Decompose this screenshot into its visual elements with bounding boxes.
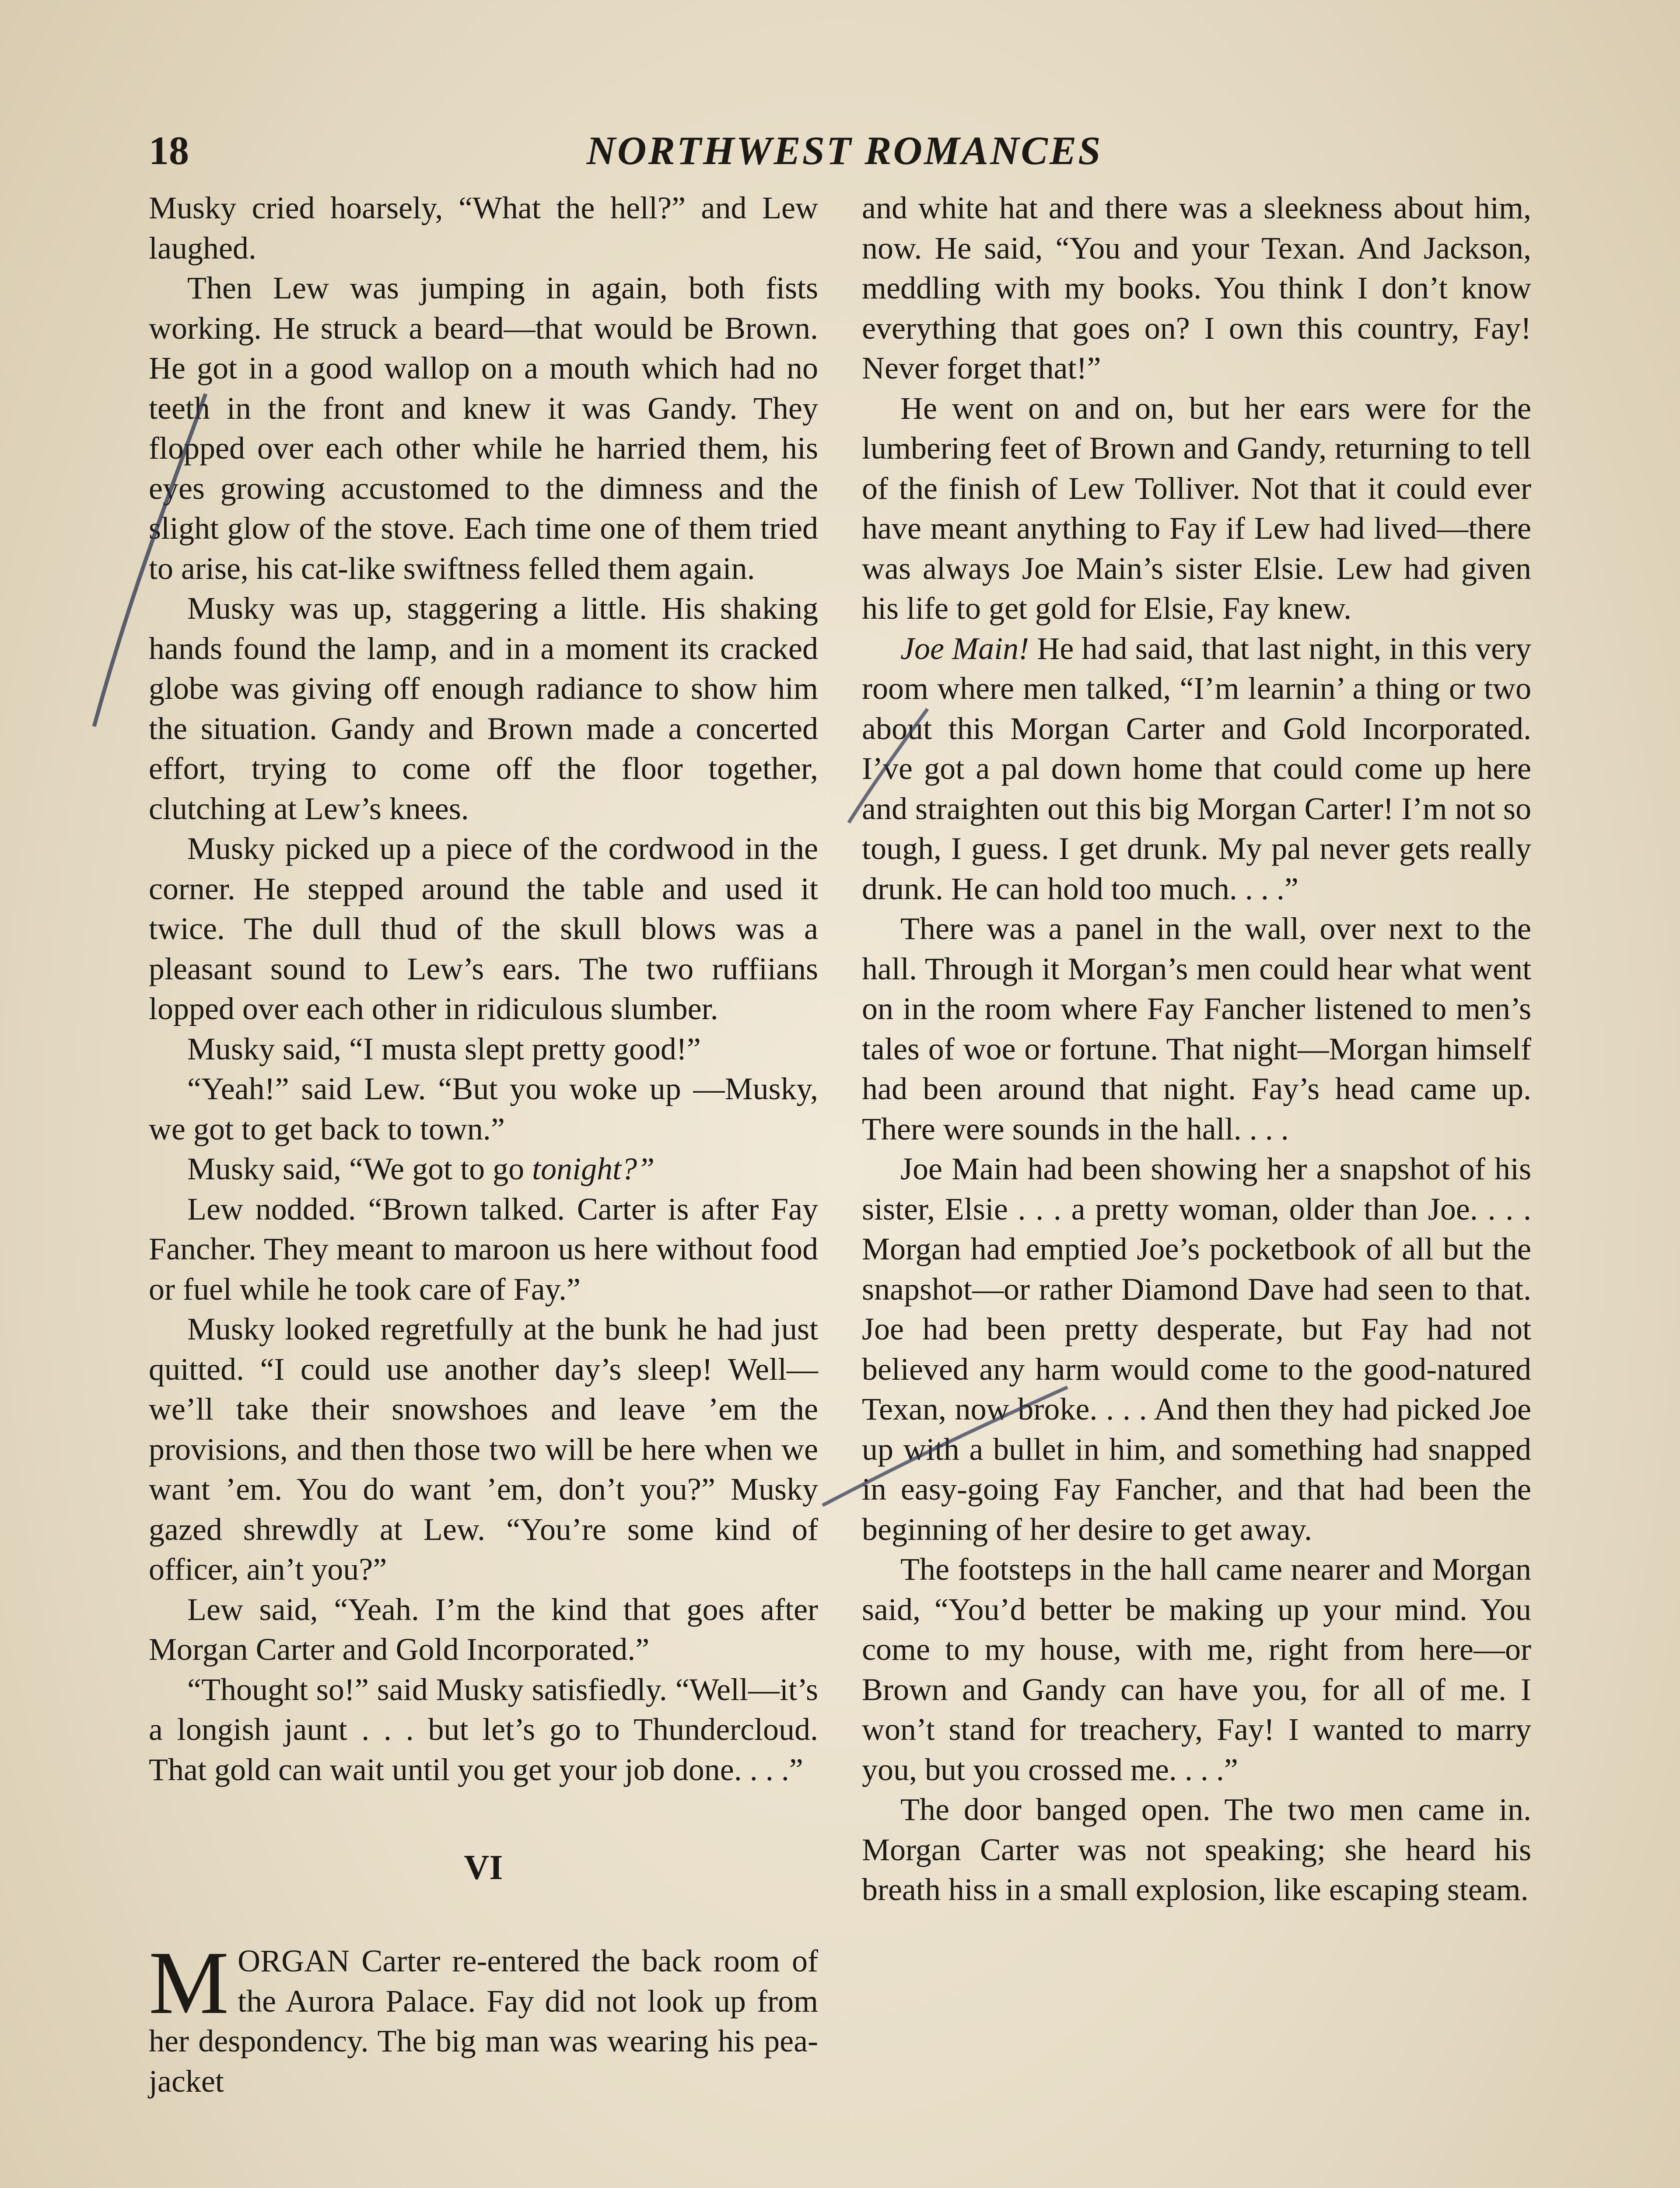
paragraph xyxy=(862,629,1531,909)
paragraph: Joe Main had been showing her a snapshot of his sister, Elsie . . . a pretty woman, older than Joe. . . . Morgan had emptied Joe’s pocketbook of all but the snapshot—or rather Diamond Dave had seen to that. Joe had been pretty desperate, but Fay had not believed any harm would come to the good-natured Texan, now broke. . . . And then they had picked Joe up with a bullet in him, and something had snapped in easy-going Fay Fancher, and that had been the beginning of her desire to get away. xyxy=(862,1151,1531,1547)
paragraph: Musky cried hoarsely, “What the hell?” and Lew laughed. xyxy=(149,190,818,266)
small-caps-word: ORGAN xyxy=(238,1943,350,1978)
paragraph: Lew nodded. “Brown talked. Carter is after Fay Fancher. They meant to maroon us here without food or fuel while he took care of Fay.” xyxy=(149,1191,818,1307)
running-title: NORTHWEST ROMANCES xyxy=(586,128,1102,173)
paragraph: Musky looked regretfully at the bunk he had just quitted. “I could use another day’s sleep! Well—we’ll take their snowshoes and leave ’em the provisions, and then those two will be here when we want ’em. You do want ’em, don’t you?” Musky gazed shrewdly at Lew. “You’re some kind of officer, ain’t you?” xyxy=(149,1311,818,1587)
drop-cap: M xyxy=(149,1932,229,2033)
paragraph: The door banged open. The two men came in. Morgan Carter was not speaking; she heard his breath hiss in a small explosion, like escaping steam. xyxy=(862,1792,1531,1907)
chapter-opening-paragraph xyxy=(149,1932,818,2101)
paragraph: He went on and on, but her ears were for the lumbering feet of Brown and Gandy, returning to tell of the finish of Lew Tolliver. Not that it could ever have meant anything to Fay if Lew had lived—there was always Joe Main’s sister Elsie. Lew had given his life to get gold for Elsie, Fay knew. xyxy=(862,390,1531,626)
page-number: 18 xyxy=(149,128,189,173)
paragraph-text: He had said, that last night, in this very room where men talked, “I’m learnin’ a thing or two about this Morgan Carter and Gold Incorporated. I’ve got a pal down home that could come up here and straighten out this big Morgan Carter! I’m not so tough, I guess. I get drunk. My pal never gets really drunk. He can hold too much. . . .” xyxy=(862,631,1532,906)
paragraph xyxy=(149,1149,818,1189)
left-column xyxy=(149,188,818,2101)
paragraph-text: Musky said, “We got to go xyxy=(187,1151,525,1186)
paragraph: Then Lew was jumping in again, both fists working. He struck a beard—that would be Brown. He got in a good wallop on a mouth which had no teeth in the front and knew it was Gandy. They flopped over each other while he harried them, his eyes growing accustomed to the dimness and the slight glow of the stove. Each time one of them tried to arise, his cat-like swiftness felled them again. xyxy=(149,270,818,586)
paragraph: Musky picked up a piece of the cordwood in the corner. He stepped around the table and used it twice. The dull thud of the skull blows was a pleasant sound to Lew’s ears. The two ruffiians lopped over each other in ridiculous slumber. xyxy=(149,831,818,1026)
italic-text: Joe Main! xyxy=(900,631,1029,666)
paragraph: Musky was up, staggering a little. His shaking hands found the lamp, and in a moment its cracked globe was giving off enough radiance to show him the situation. Gandy and Brown made a concerted effort, trying to come off the floor together, clutching at Lew’s knees. xyxy=(149,591,818,826)
page-header xyxy=(149,127,1540,184)
paragraph: There was a panel in the wall, over next to the hall. Through it Morgan’s men could hear what went on in the room where Fay Fancher listened to men’s tales of woe or fortune. That night—Morgan himself had been around that night. Fay’s head came up. There were sounds in the hall. . . . xyxy=(862,911,1531,1147)
paragraph-text: Carter re-entered the back room of the Aurora Palace. Fay did not look up from her despondency. The big man was wearing his pea-jacket xyxy=(149,1943,818,2099)
paragraph: “Thought so!” said Musky satisfiedly. “Well—it’s a longish jaunt . . . but let’s go to Thundercloud. That gold can wait until you get your job done. . . .” xyxy=(149,1672,818,1787)
italic-text: tonight?” xyxy=(532,1151,655,1186)
chapter-heading: VI xyxy=(464,1848,503,1887)
paragraph: and white hat and there was a sleekness about him, now. He said, “You and your Texan. And Jackson, meddling with my books. You think I don’t know everything that goes on? I own this country, Fay! Never forget that!” xyxy=(862,190,1531,386)
paragraph: The footsteps in the hall came nearer and Morgan said, “You’d better be making up your mind. You come to my house, with me, right from here—or Brown and Gandy can have you, for all of me. I won’t stand for treachery, Fay! I wanted to marry you, but you crossed me. . . .” xyxy=(862,1552,1531,1787)
paragraph: Lew said, “Yeah. I’m the kind that goes after Morgan Carter and Gold Incorporated.” xyxy=(149,1592,818,1667)
paragraph: Musky said, “I musta slept pretty good!” xyxy=(187,1031,701,1066)
paragraph: “Yeah!” said Lew. “But you woke up —Musky, we got to get back to town.” xyxy=(149,1071,818,1147)
right-column xyxy=(862,188,1531,1910)
